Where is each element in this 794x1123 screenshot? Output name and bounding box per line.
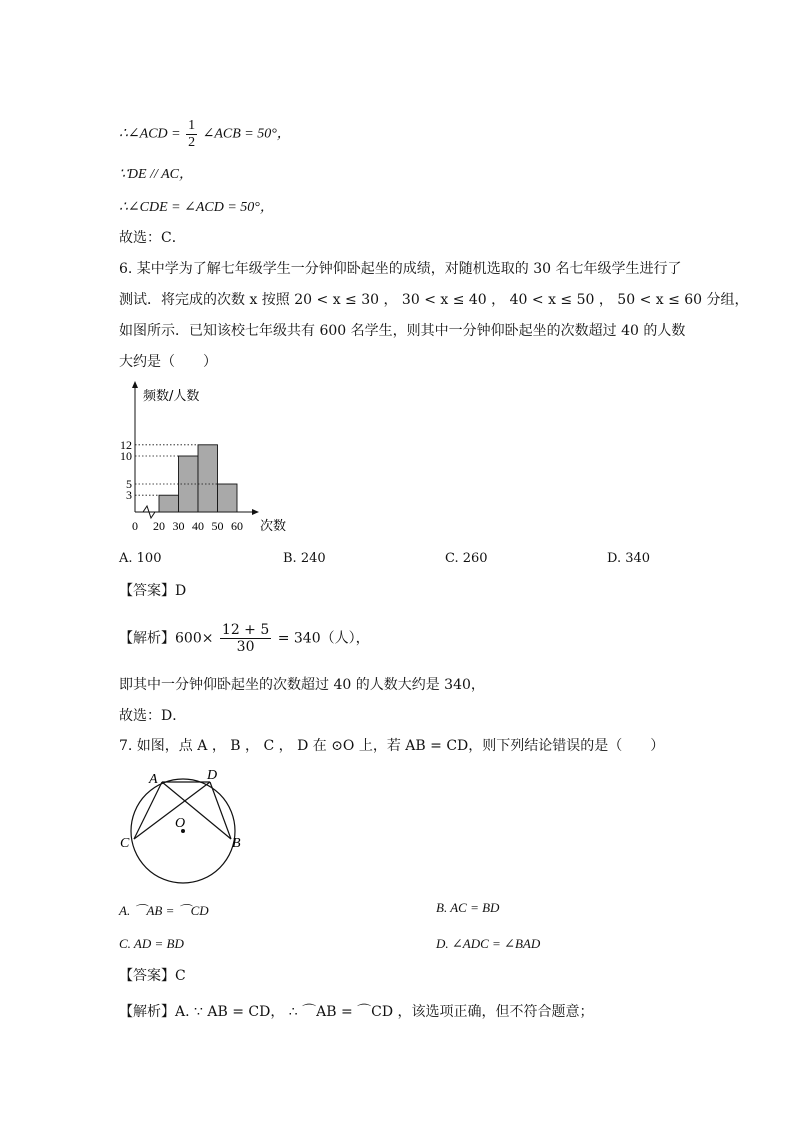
y-tick-label: 3 <box>126 488 132 503</box>
histogram-chart <box>110 380 310 540</box>
x-axis-arrow <box>252 509 259 515</box>
histogram-bar <box>198 445 218 512</box>
q5-line-1-prefix: ∴∠ACD = <box>119 126 181 142</box>
label-d: D <box>207 768 218 783</box>
fraction-numerator: 12 + 5 <box>221 622 270 638</box>
q6-option-a: A. 100 <box>119 551 162 566</box>
q6-analysis-line-2: 即其中一分钟仰卧起坐的次数超过 40 的人数大约是 340， <box>119 677 485 693</box>
label-b: B <box>232 836 241 851</box>
fraction-denominator: 2 <box>188 135 196 150</box>
y-axis-label: 频数/人数 <box>143 389 200 404</box>
q6-stem-line-4: 大约是（ ） <box>119 354 217 370</box>
fraction-numerator: 1 <box>188 118 196 133</box>
q5-choice: 故选：C． <box>119 230 186 246</box>
q6-option-d: D. 340 <box>607 551 651 566</box>
q5-line-3: ∴∠CDE = ∠ACD = 50°， <box>119 200 274 215</box>
y-tick-label: 10 <box>120 449 132 463</box>
q7-stem: 7. 如图，点 A ， B ， C ， D 在 ⊙O 上，若 AB = CD，则下列结论错误的是（ ） <box>119 738 665 754</box>
q6-answer: 【答案】D <box>119 583 187 599</box>
label-o: O <box>175 816 186 831</box>
q6-analysis-suffix: = 340（人）， <box>277 630 370 647</box>
q7-answer: 【答案】C <box>119 968 186 984</box>
y-tick-label: 5 <box>126 477 132 491</box>
x-tick-label: 0 <box>132 519 138 533</box>
q6-analysis-line-3: 故选：D． <box>119 708 187 724</box>
histogram-bar <box>218 484 238 512</box>
x-tick-label: 50 <box>211 519 224 533</box>
x-axis-label: 次数 <box>260 519 287 534</box>
label-c: C <box>120 836 130 851</box>
x-tick-label: 20 <box>153 519 165 533</box>
q6-stem-line-1: 6. 某中学为了解七年级学生一分钟仰卧起坐的成绩，对随机选取的 30 名七年级学生进行了 <box>119 261 682 277</box>
y-axis-arrow <box>132 381 138 388</box>
y-tick-label: 12 <box>120 437 132 452</box>
fraction-denominator: 30 <box>236 639 255 655</box>
circle-figure <box>115 765 255 890</box>
x-tick-label: 60 <box>231 519 243 533</box>
q5-line-1 <box>119 118 291 151</box>
q7-analysis: 【解析】A. ∵ AB = CD， ∴ ⌒AB = ⌒CD ，该选项正确，但不符合题意； <box>119 1004 594 1020</box>
x-tick-label: 40 <box>192 519 204 533</box>
q5-line-2: ∵DE // AC， <box>119 167 193 182</box>
q6-analysis-line-1 <box>119 622 370 655</box>
q6-option-b: B. 240 <box>283 551 326 566</box>
q6-option-c: C. 260 <box>445 551 488 566</box>
q6-stem-line-2: 测试．将完成的次数 x 按照 20 < x ≤ 30 ， 30 < x ≤ 40 ， 40 < x ≤ 50 ， 50 < x ≤ 60 分组， <box>119 292 749 308</box>
x-tick-label: 30 <box>172 519 185 533</box>
q6-analysis-prefix: 【解析】600× <box>119 630 214 647</box>
q5-line-1-suffix: ∠ACB = 50°， <box>202 126 291 142</box>
fraction-half <box>186 118 197 151</box>
label-a: A <box>149 772 158 787</box>
q7-option-b: B. AC = BD <box>436 900 500 915</box>
q7-option-c: C. AD = BD <box>119 936 184 951</box>
fraction-analysis <box>220 622 271 655</box>
histogram-bar <box>159 495 179 512</box>
q7-option-d: D. ∠ADC = ∠BAD <box>436 936 541 951</box>
q6-stem-line-3: 如图所示．已知该校七年级共有 600 名学生，则其中一分钟仰卧起坐的次数超过 40 的人数 <box>119 323 686 339</box>
q7-option-a: A. ⌒AB = ⌒CD <box>119 903 209 918</box>
chord-ac <box>134 782 162 839</box>
